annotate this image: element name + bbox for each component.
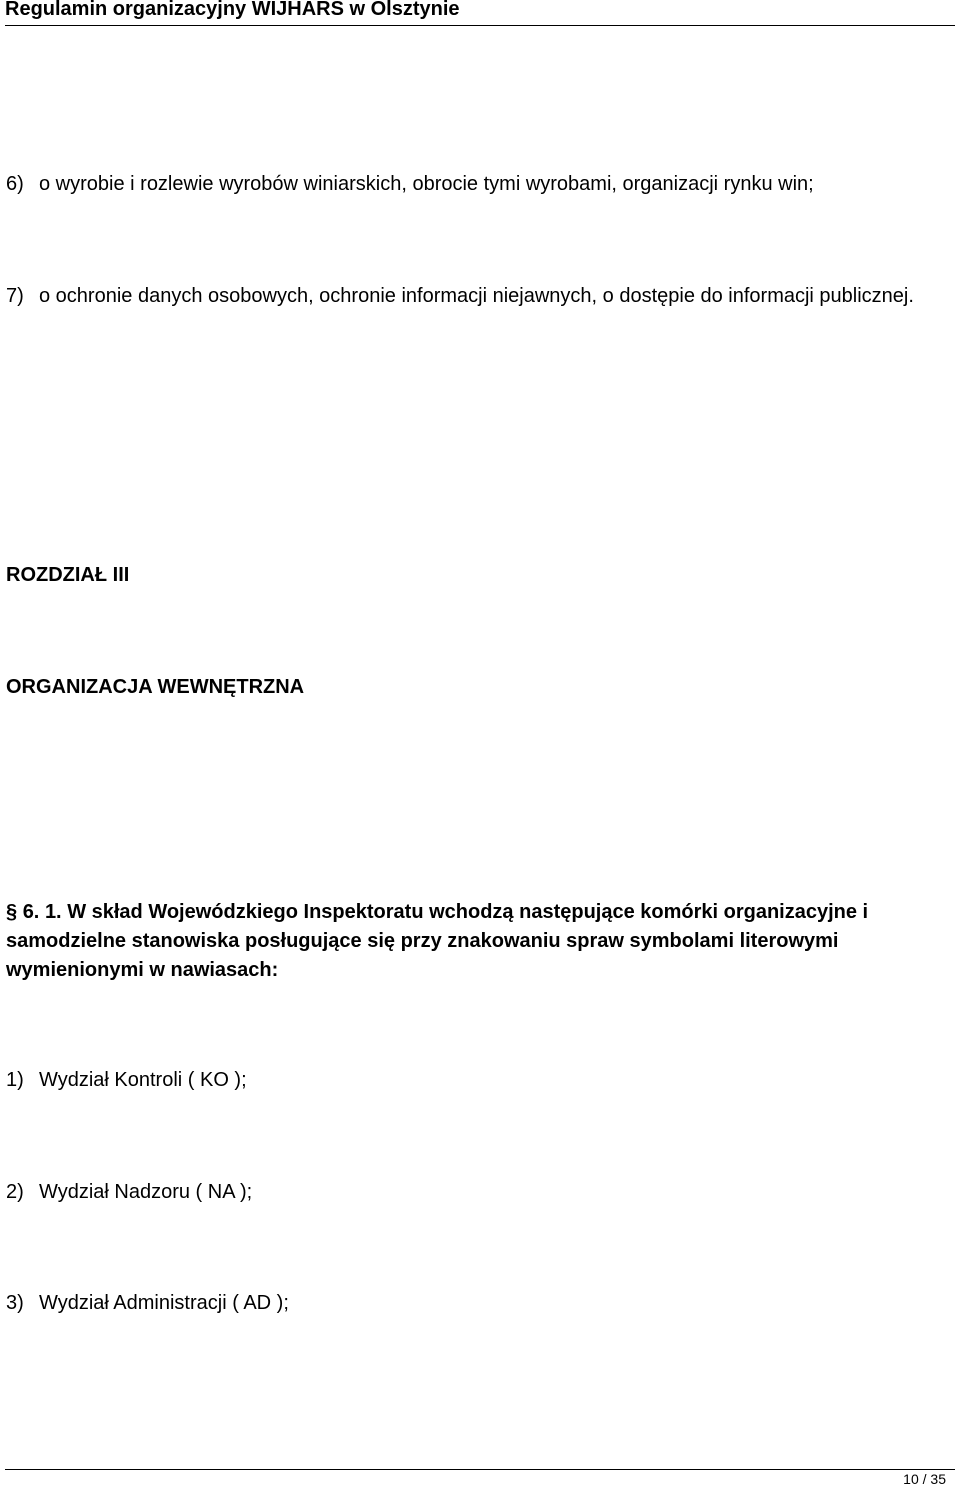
page-number: 10 / 35 [903, 1471, 946, 1487]
document-title: Regulamin organizacyjny WIJHARS w Olsztynie [5, 0, 460, 20]
chapter-title: ORGANIZACJA WEWNĘTRZNA [6, 676, 305, 698]
section-sign: § [6, 901, 18, 923]
list-item-text: Wydział Kontroli ( KO ); [39, 1069, 247, 1091]
list-item-text: Wydział Administracji ( AD ); [39, 1292, 289, 1314]
list-item-number: 7) [6, 285, 24, 307]
list-item [6, 1289, 289, 1318]
section-text: W skład Wojewódzkiego Inspektoratu wchodzą następujące komórki organizacyjne i samodzielne stanowiska posługujące się przy znakowaniu spraw symbolami literowymi wymienionymi w nawiasach: [6, 901, 869, 981]
list-item-number: 2) [6, 1181, 24, 1203]
list-item-text: o ochronie danych osobowych, ochronie informacji niejawnych, o dostępie do informacji publicznej. [39, 285, 914, 307]
list-item-number: 3) [6, 1292, 24, 1314]
list-item [6, 1066, 247, 1095]
section-number: 6. [22, 901, 40, 923]
list-item [6, 282, 936, 311]
chapter-label: ROZDZIAŁ III [6, 564, 130, 586]
list-item [6, 1178, 252, 1207]
footer-divider [5, 1469, 955, 1470]
page-header [5, 0, 955, 27]
subsection-number: 1. [44, 901, 62, 923]
header-divider [5, 25, 955, 26]
list-item-number: 6) [6, 173, 24, 195]
list-item [6, 170, 814, 199]
section-paragraph [6, 898, 954, 985]
list-item-text: o wyrobie i rozlewie wyrobów winiarskich, obrocie tymi wyrobami, organizacji rynku win; [39, 173, 814, 195]
list-item-text: Wydział Nadzoru ( NA ); [39, 1181, 253, 1203]
list-item-number: 1) [6, 1069, 24, 1091]
